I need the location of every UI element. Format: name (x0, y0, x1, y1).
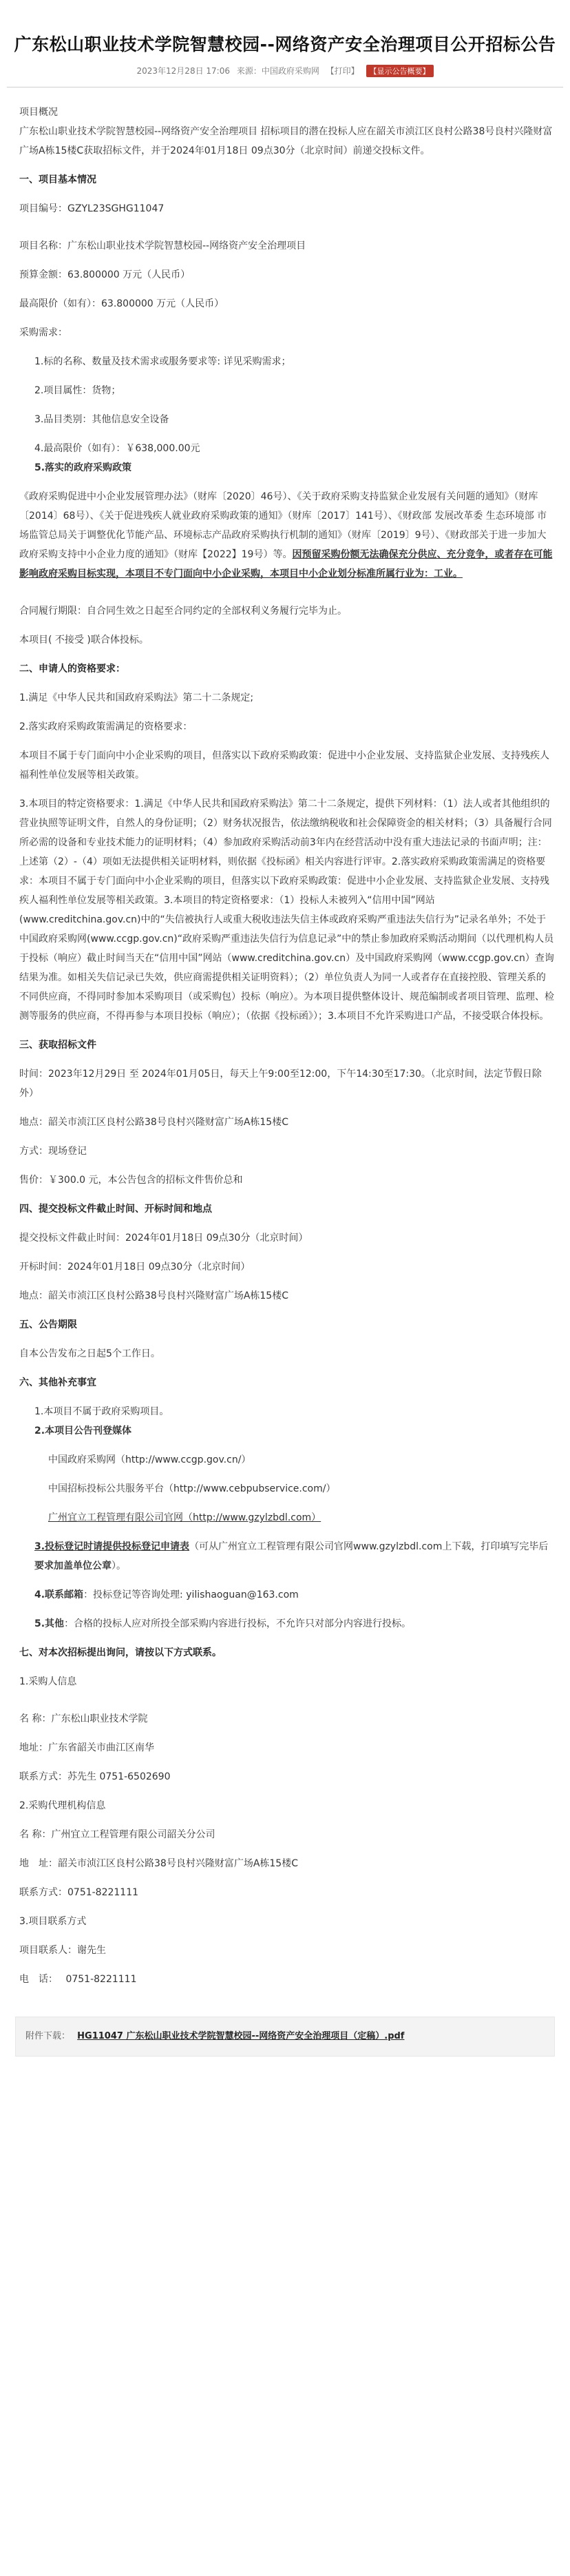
project-contact-phone: 电 话： 0751-8221111 (19, 1974, 137, 1985)
show-summary-button[interactable]: 【显示公告概要】 (366, 65, 434, 77)
contract-period: 合同履行期限：自合同生效之日起至合同约定的全部权利义务履行完毕为止。 (19, 606, 347, 617)
project-number: 项目编号：GZYL23SGHG11047 (19, 203, 165, 214)
max-price: 最高限价（如有）：63.800000 万元（人民币） (19, 298, 224, 309)
agency-name: 名 称：广州宜立工程管理有限公司韶关分公司 (19, 1829, 215, 1840)
obtain-time: 时间：2023年12月29日 至 2024年01月05日，每天上午9:00至12:00，下午14:30至17:30。（北京时间，法定节假日除外） (19, 1069, 542, 1099)
requirement-5: 5.落实的政府采购政策 (34, 462, 132, 473)
section-5-heading: 五、公告期限 (19, 1319, 77, 1330)
contact-purchaser-heading: 1.采购人信息 (19, 1676, 77, 1687)
overview-label: 项目概况 (19, 107, 58, 118)
purchaser-contact: 联系方式：苏先生 0751-6502690 (19, 1771, 171, 1782)
announcement-period: 自本公告发布之日起5个工作日。 (19, 1348, 160, 1359)
print-link[interactable]: 【打印】 (326, 66, 359, 76)
meta-line (0, 63, 570, 87)
contact-project-heading: 3.项目联系方式 (19, 1916, 87, 1927)
other-item-5-lead: 5.其他 (34, 1618, 65, 1629)
media-gzylzbdl (19, 1508, 555, 1527)
budget-amount: 预算金额：63.800000 万元（人民币） (19, 269, 191, 280)
other-item-3-text: （可从广州宜立工程管理有限公司官网www.gzylzbdl.com上下载，打印填写完毕后 (189, 1541, 549, 1552)
other-item-4 (19, 1585, 555, 1605)
notice-content (0, 87, 570, 1989)
document-price: 售价：￥300.0 元，本公告包含的招标文件售价总和 (19, 1175, 243, 1186)
other-item-3-stamp: 要求加盖单位公章 (34, 1560, 112, 1572)
requirement-1: 1.标的名称、数量及技术需求或服务要求等: 详见采购需求； (34, 356, 291, 367)
section-7-heading: 七、对本次招标提出询问，请按以下方式联系。 (19, 1647, 222, 1658)
policy-regulations: 《政府采购促进中小企业发展管理办法》（财库〔2020〕46号）、《关于政府采购支持监狱企业发展有关问题的通知》（财库〔2014〕68号）、《关于促进残疾人就业政府采购政策的通知》（财库〔2017〕141号）、《财政部 发展改革委 生态环境部 市场监管总局关于调整优化节能产品、环境标志产品政府采购执行机制的通知》（财库〔2019〕9号）、《财政部关于进一步加大政府采购支持中小企业力度的通知》（财库【2022】19号）等。 (19, 491, 547, 560)
media-ccgp: 中国政府采购网（http://www.ccgp.gov.cn/） (48, 1454, 251, 1465)
other-item-5-text: ：合格的投标人应对所投全部采购内容进行投标，不允许只对部分内容进行投标。 (64, 1618, 412, 1629)
requirements-label: 采购需求： (19, 327, 67, 338)
page-title: 广东松山职业技术学院智慧校园--网络资产安全治理项目公开招标公告 (14, 34, 556, 54)
requirement-3: 3.品目类别：其他信息安全设备 (34, 414, 169, 425)
section-4-heading: 四、提交投标文件截止时间、开标时间和地点 (19, 1204, 212, 1215)
media-gzylzbdl-link[interactable]: 广州宜立工程管理有限公司官网（http://www.gzylzbdl.com） (48, 1512, 321, 1523)
contact-agency-heading: 2.采购代理机构信息 (19, 1800, 106, 1811)
requirement-2: 2.项目属性：货物； (34, 385, 121, 396)
other-item-3-lead: 3.投标登记时请提供投标登记申请表 (34, 1541, 190, 1552)
section-3-heading: 三、获取招标文件 (19, 1040, 96, 1051)
qualification-3: 3.本项目的特定资格要求：1.满足《中华人民共和国政府采购法》第二十二条规定，提供下列材料：（1）法人或者其他组织的营业执照等证明文件，自然人的身份证明；（2）财务状况报告，依法缴纳税收和社会保障资金的相关材料；（3）具备履行合同所必需的设备和专业技术能力的证明材料；（4）参加政府采购活动前3年内在经营活动中没有重大违法记录的书面声明；注：上述第（2）-（4）项如无法提供相关证明材料，则依据《投标函》相关内容进行评审。2.落实政府采购政策需满足的资格要求：本项目不属于专门面向中小企业采购的项目，但落实以下政府采购政策：促进中小企业发展、支持监狱企业发展、支持残疾人福利性单位发展等相关政策。3.本项目的特定资格要求：（1）投标人未被列入“信用中国”网站(www.creditchina.gov.cn)中的“失信被执行人或重大税收违法失信主体或政府采购严重违法失信行为”记录名单外；不处于中国政府采购网(www.ccgp.gov.cn)“政府采购严重违法失信行为信息记录”中的禁止参加政府采购活动期间（以代理机构人员于投标（响应）截止时间当天在“信用中国”网站（www.creditchina.gov.cn）及中国政府采购网（www.ccgp.gov.cn）查询结果为准。如相关失信记录已失效，供应商需提供相关证明资料）；（2）单位负责人为同一人或者存在直接控股、管理关系的不同供应商，不得同时参加本采购项目（或采购包）投标（响应）。为本项目提供整体设计、规范编制或者项目管理、监理、检测等服务的供应商，不得再参与本项目投标（响应）；（依据《投标函》）；3.本项目不允许采购进口产品，不接受联合体投标。 (19, 798, 554, 1022)
publish-date: 2023年12月28日 17:06 (136, 66, 230, 76)
purchaser-name: 名 称：广东松山职业技术学院 (19, 1713, 148, 1724)
overview-text: 广东松山职业技术学院智慧校园--网络资产安全治理项目 招标项目的潜在投标人应在韶关市浈江区良村公路38号良村兴隆财富广场A栋15楼C获取招标文件，并于2024年01月18日 09点30分（北京时间）前递交投标文件。 (19, 126, 553, 156)
media-cebpub: 中国招标投标公共服务平台（http://www.cebpubservice.com/） (48, 1483, 336, 1494)
requirement-4: 4.最高限价（如有）：￥638,000.00元 (34, 443, 200, 454)
consortium-note: 本项目( 不接受 )联合体投标。 (19, 635, 149, 646)
other-item-4-lead: 4.联系邮箱 (34, 1589, 84, 1600)
section-2-heading: 二、申请人的资格要求： (19, 663, 125, 674)
project-contact-person: 项目联系人：谢先生 (19, 1945, 106, 1956)
qualification-2: 2.落实政府采购政策需满足的资格要求： (19, 721, 193, 732)
policy-text (19, 487, 555, 584)
obtain-method: 方式：现场登记 (19, 1146, 87, 1157)
submission-deadline: 提交投标文件截止时间：2024年01月18日 09点30分（北京时间） (19, 1233, 308, 1244)
contact-email: ：投标登记等咨询处理: yilishaoguan@163.com (83, 1589, 299, 1600)
opening-place: 地点：韶关市浈江区良村公路38号良村兴隆财富广场A栋15楼C (19, 1290, 288, 1301)
other-item-5 (19, 1614, 555, 1634)
other-item-3-end: ）。 (112, 1560, 126, 1572)
attachment-label: 附件下载： (25, 2031, 71, 2041)
other-item-3 (19, 1537, 555, 1576)
section-1-heading: 一、项目基本情况 (19, 174, 96, 185)
other-item-1: 1.本项目不属于政府采购项目。 (34, 1406, 169, 1417)
other-item-2: 2.本项目公告刊登媒体 (34, 1425, 132, 1436)
purchaser-address: 地址：广东省韶关市曲江区南华 (19, 1742, 154, 1753)
project-name: 项目名称：广东松山职业技术学院智慧校园--网络资产安全治理项目 (19, 240, 306, 251)
section-6-heading: 六、其他补充事宜 (19, 1377, 96, 1388)
qualification-1: 1.满足《中华人民共和国政府采购法》第二十二条规定; (19, 692, 254, 703)
opening-time: 开标时间：2024年01月18日 09点30分（北京时间） (19, 1261, 251, 1272)
policy-sme-note: 因预留采购份额无法确保充分供应、充分竞争，或者存在可能影响政府采购目标实现，本项目不专门面向中小企业采购，本项目中小企业划分标准所属行业为：工业。 (19, 549, 553, 579)
agency-contact: 联系方式：0751-8221111 (19, 1887, 139, 1898)
attachment-bar (15, 2017, 555, 2057)
agency-address: 地 址：韶关市浈江区良村公路38号良村兴隆财富广场A栋15楼C (19, 1858, 298, 1869)
obtain-place: 地点：韶关市浈江区良村公路38号良村兴隆财富广场A栋15楼C (19, 1117, 288, 1128)
attachment-file-link[interactable]: HG11047 广东松山职业技术学院智慧校园--网络资产安全治理项目（定稿）.pdf (77, 2031, 405, 2041)
source-text: 来源：中国政府采购网 (236, 66, 319, 76)
qualification-2-text: 本项目不属于专门面向中小企业采购的项目，但落实以下政府采购政策：促进中小企业发展、支持监狱企业发展、支持残疾人福利性单位发展等相关政策。 (19, 750, 549, 781)
